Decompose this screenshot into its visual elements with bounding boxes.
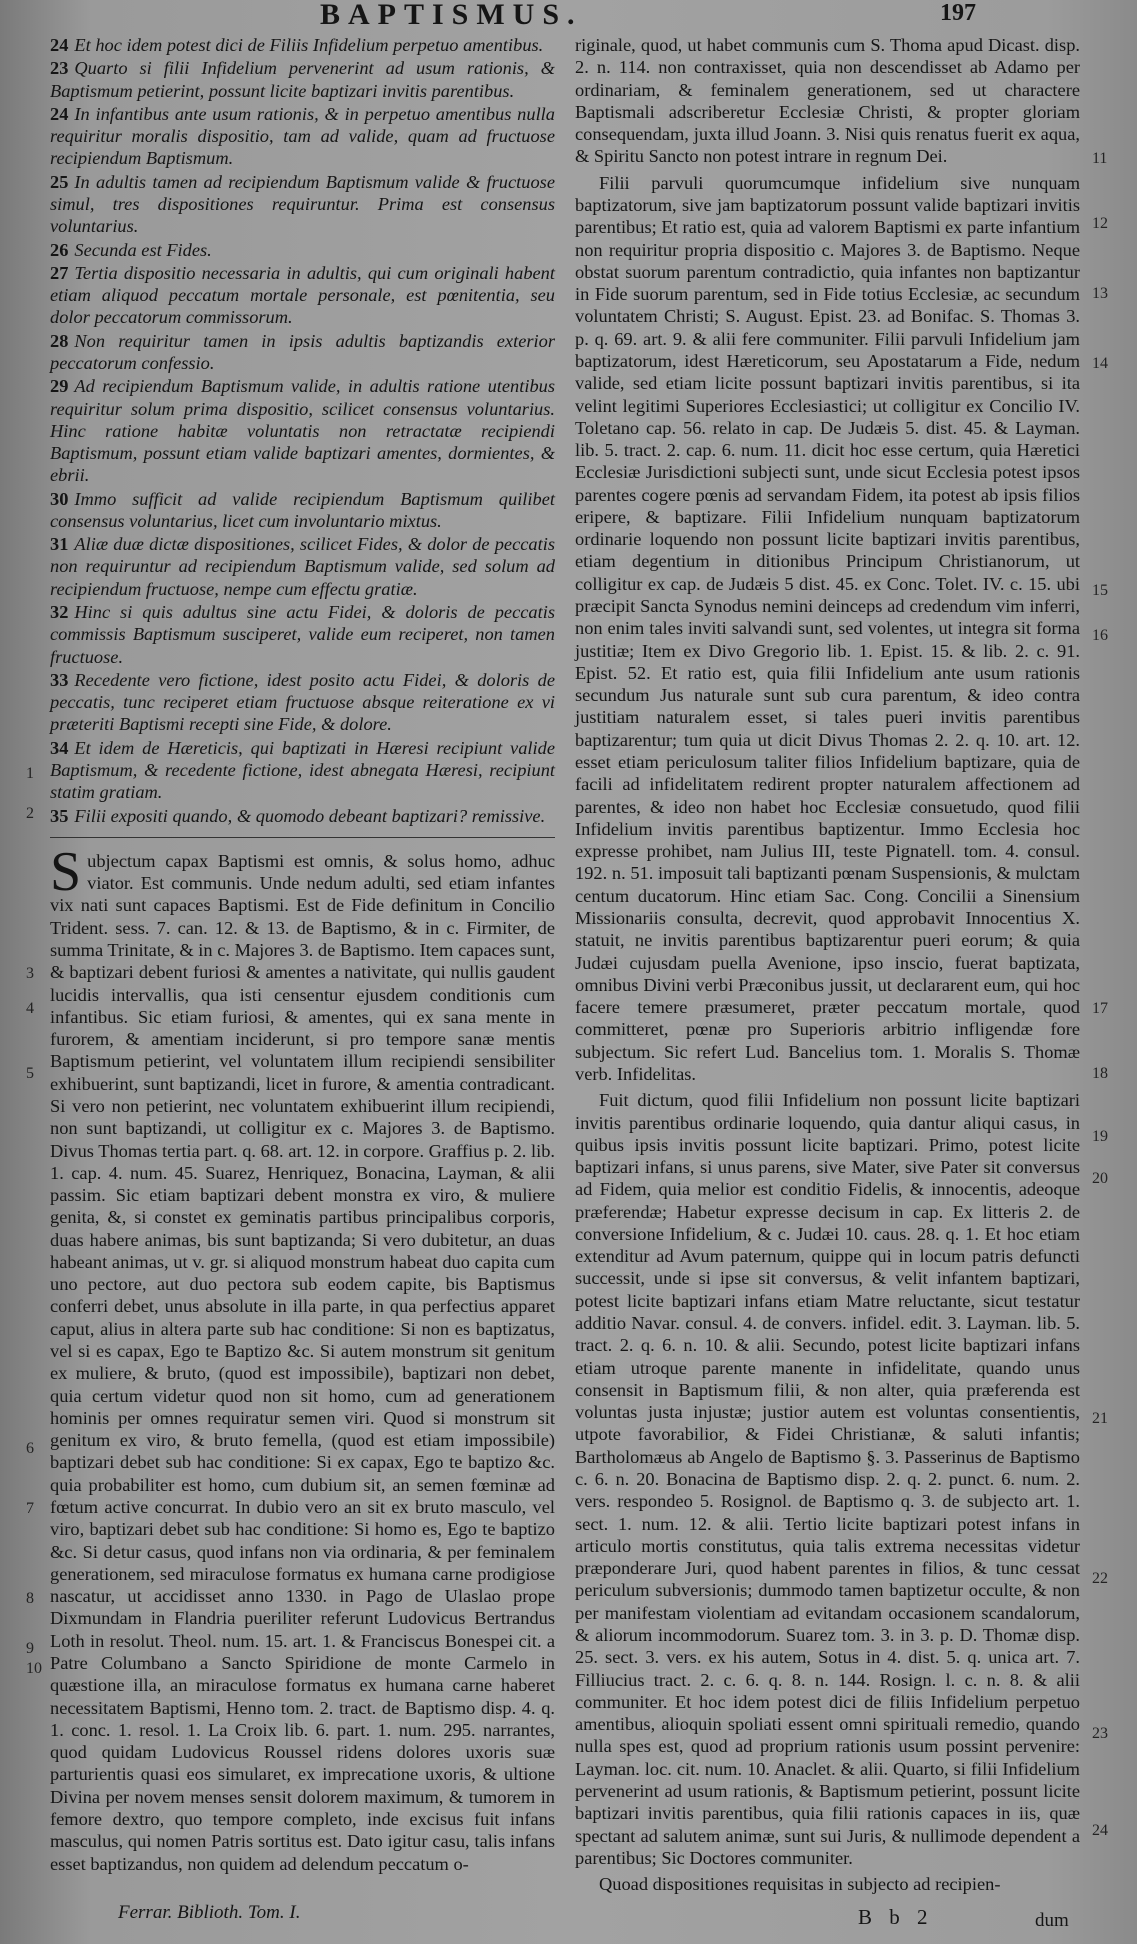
summary-number: 29 [50, 376, 69, 397]
summary-number: 26 [50, 239, 69, 260]
summary-number: 24 [50, 35, 69, 55]
margin-number: 14 [1092, 355, 1108, 372]
summary-text: Ad recipiendum Baptismum valide, in adultis ratione utentibus requiritur solum prima dispositio, scilicet consensus voluntarius. Hinc ratione habitæ voluntatis non retractatæ recipiendi Baptismum, possunt etiam valide baptizari amentes, dormientes, & ebrii. [50, 376, 555, 486]
section-divider [50, 837, 555, 838]
summary-text: Secunda est Fides. [74, 239, 212, 260]
summary-item [50, 805, 555, 827]
summary-item [50, 171, 555, 238]
margin-number: 22 [1092, 1570, 1108, 1587]
running-head [300, 0, 1000, 32]
signature-mark: B b 2 [858, 1905, 934, 1929]
margin-number: 11 [1092, 150, 1108, 167]
running-title: BAPTISMUS. [320, 0, 583, 31]
summary-text: Hinc si quis adultus sine actu Fidei, & doloris de peccatis commissis Baptismum susciperet, valide eum reciperet, non tamen fructuose. [50, 602, 555, 667]
margin-number: 10 [26, 1660, 42, 1677]
summary-list [50, 34, 555, 827]
summary-item [50, 239, 555, 261]
margin-number: 16 [1092, 627, 1108, 644]
dropcap: S [50, 840, 82, 903]
summary-number: 23 [50, 58, 69, 79]
summary-text: Aliæ duæ dictæ dispositiones, scilicet Fides, & dolor de peccatis non requiruntur ad recipiendum Baptismum valide, sed solum ad recipiendum fructuose, nempe cum effectu gratiæ. [50, 534, 555, 599]
summary-item [50, 737, 555, 804]
summary-number: 27 [50, 262, 69, 283]
summary-text: Quarto si filii Infidelium pervenerint ad usum rationis, & Baptismum petierint, possunt licite baptizari invitis parentibus. [50, 58, 555, 101]
page-number: 197 [940, 0, 976, 26]
summary-text: Recedente vero fictione, idest posito actu Fidei, & doloris de peccatis, tunc reciperet etiam fructuose absque reiteratione ex vi præteriti Baptismi recepti sine Fide, & dolore. [50, 669, 555, 735]
margin-number: 4 [26, 1000, 34, 1017]
margin-number: 24 [1092, 1822, 1108, 1839]
margin-number: 17 [1092, 1000, 1108, 1017]
summary-number: 33 [50, 669, 69, 690]
summary-number: 31 [50, 534, 69, 555]
summary-item [50, 330, 555, 375]
margin-number: 19 [1092, 1128, 1108, 1145]
summary-number: 25 [50, 171, 69, 192]
summary-text: Et idem de Hæreticis, qui baptizati in Hæresi recipiunt valide Baptismum, & recedente fictione, idest abnegata Hæresi, recipiunt statim gratiam. [50, 737, 555, 803]
summary-text: Filii expositi quando, & quomodo debeant baptizari? remissive. [74, 805, 546, 826]
paragraph-right: Fuit dictum, quod filii Infidelium non possunt licite baptizari invitis parentibus ordinarie loquendo, quia dantur aliqui casus, in quibus ipsis invitis possunt licite baptizari. Primo, potest licite baptizari infans, si unus parens, sive Mater, sive Pater sit conversus ad Fidem, quia melior est conditio Fidelis, & innocentis, adeoque præferendæ; Habetur expresse decisum in cap. Ex litteris 2. de conversione Infidelium, & c. Judæi 10. caus. 28. q. 1. Et hoc etiam extenditur ad Avum paternum, quippe qui in locum patris defuncti successit, unde si ipse sit conversus, & velit infantem baptizari, potest licite baptizari infans etiam Matre reluctante, sicut testatur additio Navar. consul. 4. de convers. infidel. edit. 3. Layman. lib. 5. tract. 2. q. 6. n. 10. & alii. Secundo, potest licite baptizari infans etiam utroque parente manente in infidelitate, quando unus consensit in Baptismum filii, & non alter, quia præferenda est voluntas justa injustæ; justior autem est voluntas consentientis, utpote favorabilior, & Fidei Christianæ, & saluti infantis; Bartholomæus ab Angelo de Baptismo §. 3. Passerinus de Baptismo c. 6. n. 20. Bonacina de Baptismo disp. 2. q. 2. punct. 6. num. 2. vers. respondeo 5. Rosignol. de Baptismo q. 3. de subjecto art. 1. sect. 1. num. 12. & alii. Tertio licite baptizari potest infans in articulo mortis constitutus, quia talis extrema necessitas videtur præponderare Juri, quod habent parentes in filios, & tunc cessat periculum subversionis; dummodo tamen baptizetur occulte, & non per manifestam violentiam ad evitandam occasionem scandalorum, & aliorum incommodorum. Suarez tom. 3. in 3. p. D. Thomæ disp. 25. sect. 3. vers. ex his autem, Sotus in 4. dist. 5. q. unica art. 7. Filliucius tract. 2. c. 6. q. 8. n. 144. Rosign. l. c. n. 8. & alii communiter. Et hoc idem potest dici de filiis Infidelium perpetuo amentibus, alioquin spoliati essent omni spirituali remedio, quando nulla spes est, quod ad proprium rationis usum possint pervenire: Layman. loc. cit. num. 10. Anaclet. & alii. Quarto, si filii Infidelium pervenerint ad usum rationis, & Baptismum petierint, possunt licite baptizari invitis parentibus, quia filii rationis capaces in iis, quæ spectant ad salutem animæ, sunt sui Juris, & nullimode dependent a parentibus; Sic Doctores communiter. [575, 1090, 1080, 1868]
margin-number: 18 [1092, 1065, 1108, 1082]
main-paragraph-left [50, 840, 555, 1875]
margin-number: 2 [26, 805, 34, 822]
margin-number: 7 [26, 1500, 34, 1517]
summary-text: In infantibus ante usum rationis, & in perpetuo amentibus nulla requiritur moralis dispositio, tam ad valide, quam ad fructuose recipiendum Baptismum. [50, 103, 555, 169]
summary-number: 35 [50, 805, 69, 826]
summary-number: 30 [50, 488, 69, 509]
summary-item [50, 57, 555, 102]
margin-number: 8 [26, 1590, 34, 1607]
summary-number: 34 [50, 737, 69, 758]
footer-bibliography-ref: Ferrar. Biblioth. Tom. I. [118, 1902, 301, 1923]
margin-number: 15 [1092, 582, 1108, 599]
summary-item [50, 34, 555, 56]
paragraph-text: ubjectum capax Baptismi est omnis, & solus homo, adhuc viator. Est communis. Unde nedum adulti, sed etiam infantes vix nati sunt capaces Baptismi. Est de Fide definitum in Concilio Trident. sess. 7. can. 12. & 13. de Baptismo, & in c. Firmiter, de summa Trinitate, & in c. Majores 3. de Baptismo. Item capaces sunt, & baptizari debent furiosi & amentes a nativitate, qui nullis gaudent lucidis intervallis, qua isti censentur ejusdem conditionis cum infantibus. Sic etiam furiosi, & amentes, qui ex sana mente in furorem, & amentiam inciderunt, si pro tempore sanæ mentis Baptismum petierint, vel voluntatem illum recipiendi sensibiliter exhibuerint, sunt baptizandi, licet in furore, & amentia contradicant. Si vero non petierint, nec voluntatem exhibuerint illum recipiendi, non sunt baptizandi, ut colligitur ex c. Majores 3. de Baptismo. Divus Thomas tertia part. q. 68. art. 12. in corpore. Graffius p. 2. lib. 1. cap. 4. num. 45. Suarez, Henriquez, Bonacina, Layman, & alii passim. Sic etiam baptizari debent monstra ex viro, & muliere genita, &, si constet ex geminatis partibus principalibus corporis, duas habere animas, bis sunt baptizanda; Si vero dubitetur, an duas habeant animas, ut v. gr. si aliquod monstrum habeat duo capita cum uno pectore, aut duo pectora sub eodem capite, bis Baptismus conferri debet, unus absolute in illa parte, in qua perfectius apparet caput, alius in altera parte sub hac conditione: Si non es baptizatus, vel si es capax, Ego te Baptizo &c. Si autem monstrum sit genitum ex muliere, & bruto, (quod est impossibile), baptizari non debet, quia certum videtur quod non sit homo, cum ad generationem hominis per omnes requiratur semen viri. Quod si monstrum sit genitum ex viro, & bruto femella, (quod est etiam impossibile) baptizari debet sub hac conditione: Si ex capax, Ego te baptizo &c. quia probabiliter est homo, cum dubium sit, an semen fœminæ ad fœtum active concurrat. In dubio vero an sit ex bruto masculo, vel viro, baptizari debet sub hac conditione: Si homo es, Ego te baptizo &c. Si detur casus, quod infans non via ordinaria, & per feminalem generationem, sed miraculose formatus ex humana carne prodigiose nascatur, ut accidisset anno 1330. in Pago de Ulaslao prope Dixmundam in Flandria pueriliter referunt Ludovicus Bertrandus Loth in resolut. Theol. num. 15. art. 1. & Franciscus Bonespei cit. a Patre Columbano a Sancto Spiridione de monte Carmelo in quæstione illa, an miraculose formatus ex humana carne haberet necessitatem Baptismi, Henno tom. 2. tract. de Baptismo disp. 4. q. 1. conc. 1. resol. 1. La Croix lib. 6. part. 1. num. 295. narrantes, quod quidam Ludovicus Roussel ridens dolores uxoris suæ parturientis quasi eos simularet, ex imprecatione uxoris, & ultione Divina per novem menses sensit dolorem maximum, & tumorem in femore dextro, quo tempore completo, inde excisus fuit infans masculus, qui nomen Patris sortitus est. Dato igitur casu, talis infans esset baptizandus, non quidem ad delendum peccatum o- [50, 850, 555, 1874]
catchword: dum [1035, 1910, 1069, 1931]
summary-item [50, 262, 555, 329]
summary-text: In adultis tamen ad recipiendum Baptismum valide & fructuose simul, tres dispositiones requiruntur. Prima est consensus voluntarius. [50, 171, 555, 237]
paragraph-right: Filii parvuli quorumcumque infidelium sive nunquam baptizatorum, sive jam baptizatorum possunt valide baptizari invitis parentibus; Et ratio est, quia ad valorem Baptismi ex parte infantium non requiritur propria dispositio c. Majores 3. de Baptismo. Neque obstat suorum parentum contradictio, quia infantes non baptizantur in Fide suorum parentum, sed in Fide totius Ecclesiæ, ac secundum voluntatem Christi; S. August. Epist. 23. ad Bonifac. S. Thomas 3. p. q. 69. art. 9. & alii fere communiter. Filii parvuli Infidelium jam baptizatorum, idest Hæreticorum, seu Apostatarum a Fide, nedum valide, sed etiam licite possunt baptizari invitis parentibus, si ita velint legitimi Superiores Ecclesiastici; ut colligitur ex Concilio IV. Toletano cap. 56. relato in cap. De Judæis 5. dist. 45. & Layman. lib. 5. tract. 2. cap. 6. num. 11. dicit hoc esse certum, quia Hæretici Ecclesiæ Jurisdictioni subjecti sunt, unde sicut Ecclesia potest ipsos parentes cogere pœnis ad servandam Fidem, ita potest ab ipsis filios eripere, & baptizare. Filii Infidelium nunquam baptizatorum ordinarie loquendo non possunt licite baptizari invitis parentibus, etiam degentium in ditionibus Principum Christianorum, ut colligitur ex cap. de Judæis 5 dist. 45. ex Conc. Tolet. IV. c. 15. ubi præcipit Sancta Synodus nemini deinceps ad credendum vim inferri, non enim tales inviti salvandi sunt, sed volentes, ut integra sit forma justitiæ; Item ex Divo Gregorio lib. 1. Epist. 15. & lib. 2. c. 91. Epist. 52. Et ratio est, quia filii Infidelium ante usum rationis secundum Jus naturale sunt sub cura parentum, & ideo contra justitiam naturalem esset, si tales pueri invitis parentibus baptizarentur; tum quia ut dicit Divus Thomas 2. 2. q. 10. art. 12. esset etiam periculosum taliter filios Infidelium baptizare, quia de facili ad infidelitatem redirent propter naturalem affectionem ad parentes, & ideo non habet hoc Ecclesiæ consuetudo, quod filii Infidelium invitis parentibus baptizentur. Immo Ecclesia hoc expresse prohibet, nam Julius III, teste Pignatell. tom. 4. consul. 192. n. 51. imposuit tali baptizanti pœnam Suspensionis, & mulctam centum ducatorum. Hinc etiam Sac. Cong. Concilii a Sinensium Missionariis consulta, decrevit, quod approbavit Innocentius X. statuit, ne invitis parentibus baptizarentur pueri eorum; & quia Judæi cujusdam puella Avenione, ipso inscio, fuerat baptizata, omnibus Divini verbi Præconibus jussit, ut declararent eum, qui hoc facere temere præsumeret, præter peccatum mortale, quod committeret, pœnæ pro Superioris arbitrio infligendæ fore subjectum. Sic refert Lud. Bancelius tom. 1. Moralis S. Thomæ verb. Infidelitas. [575, 172, 1080, 1084]
margin-number: 9 [26, 1640, 34, 1657]
margin-number: 13 [1092, 285, 1108, 302]
margin-number: 20 [1092, 1170, 1108, 1187]
margin-number: 3 [26, 965, 34, 982]
summary-item [50, 103, 555, 170]
margin-number: 23 [1092, 1725, 1108, 1742]
summary-item [50, 669, 555, 736]
summary-text: Tertia dispositio necessaria in adultis, qui cum originali habent etiam aliquod peccatum mortale personale, est pœnitentia, seu dolor peccatorum commissorum. [50, 262, 555, 328]
summary-item [50, 601, 555, 668]
summary-item [50, 375, 555, 486]
summary-number: 24 [50, 103, 69, 124]
margin-number: 21 [1092, 1410, 1108, 1427]
summary-text: Et hoc idem potest dici de Filiis Infidelium perpetuo amentibus. [74, 35, 544, 55]
summary-item [50, 488, 555, 533]
paragraph-right: Quoad dispositiones requisitas in subjecto ad recipien- [599, 1874, 1001, 1895]
summary-text: Immo sufficit ad valide recipiendum Baptismum quilibet consensus voluntarius, licet cum involuntario mixtus. [50, 488, 555, 531]
summary-text: Non requiritur tamen in ipsis adultis baptizandis exterior peccatorum confessio. [50, 330, 555, 373]
margin-number: 1 [26, 765, 34, 782]
margin-number: 6 [26, 1440, 34, 1457]
summary-number: 32 [50, 602, 69, 623]
left-column [50, 34, 555, 1879]
paragraph-right: riginale, quod, ut habet communis cum S. Thoma apud Dicast. disp. 2. n. 114. non contraxisset, quia non descendisset ab Adamo per ordinariam, & feminalem generationem, sed ut charactere Baptismali adscriberetur Ecclesiæ Christi, & propter gloriam consequendam, juxta illud Joann. 3. Nisi quis renatus fuerit ex aqua, & Spiritu Sancto non potest intrare in regnum Dei. [575, 35, 1080, 167]
margin-number: 12 [1092, 215, 1108, 232]
summary-item [50, 533, 555, 600]
summary-number: 28 [50, 330, 69, 351]
right-column [575, 34, 1080, 1899]
margin-number: 5 [26, 1065, 34, 1082]
